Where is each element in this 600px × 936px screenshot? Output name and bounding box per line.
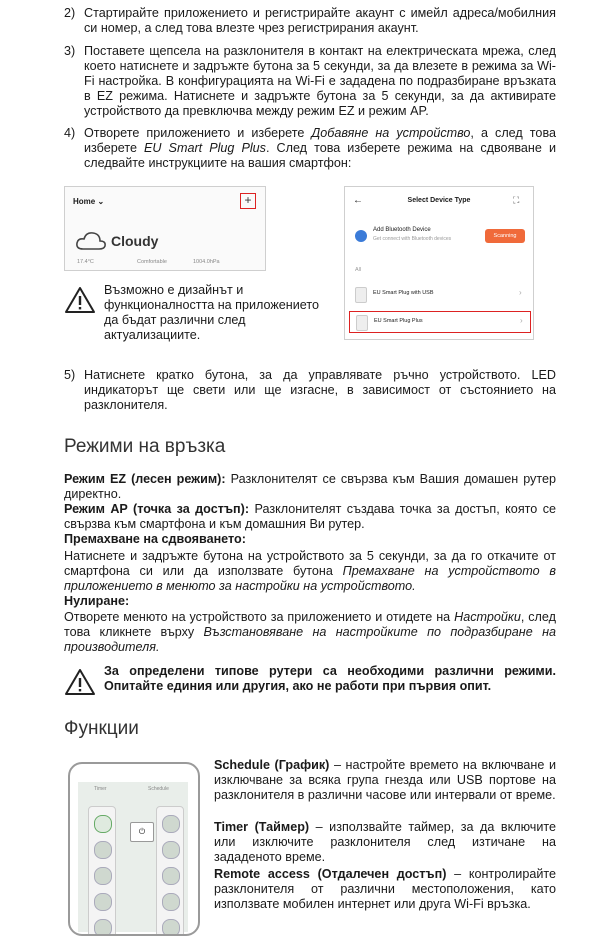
section-heading: Режими на връзка bbox=[64, 436, 226, 457]
app-home-screenshot bbox=[64, 186, 266, 271]
weather-label: Cloudy bbox=[111, 233, 159, 249]
warning-text: За определени типове рутери са необходими различни режими. Опитайте единия или другия, ако не работи при първия опит. bbox=[104, 664, 556, 693]
unpair-heading: Премахване на сдвояването: bbox=[64, 532, 246, 546]
phone-illustration bbox=[68, 762, 200, 936]
unpair-paragraph: Натиснете и задръжте бутона на устройството за 5 секунди, за да го откачите от смартфона си или да използвате бутона Премахване на устройството в приложението в менюто за настройки на устройството. bbox=[64, 549, 556, 593]
screen-title: Select Device Type bbox=[407, 197, 471, 204]
step-number: 5) bbox=[64, 368, 76, 382]
add-device-plus-icon: + bbox=[240, 193, 256, 209]
pressure-value: 1004.0hPa bbox=[193, 259, 220, 265]
step-number: 2) bbox=[64, 6, 76, 20]
chevron-right-icon: › bbox=[520, 316, 523, 325]
bluetooth-subtitle: Get connect with Bluetooth devices bbox=[373, 236, 452, 242]
plug-icon bbox=[356, 315, 368, 331]
socket-icon bbox=[94, 867, 112, 885]
temperature-value: 17.4°C bbox=[77, 259, 94, 265]
warning-text: Възможно е дизайнът и функционалността на приложението да бъдат различни след актуализациите. bbox=[104, 283, 319, 342]
remote-access-paragraph: Remote access (Отдалечен достъп) – контролирайте разклонителя от различни местоположения, като използвате мобилен интернет или друга Wi-Fi връзка. bbox=[214, 867, 556, 911]
cloud-icon bbox=[75, 229, 107, 251]
reset-heading: Нулиране: bbox=[64, 594, 130, 608]
socket-icon bbox=[162, 867, 180, 885]
socket-icon bbox=[162, 893, 180, 911]
schedule-paragraph: Schedule (График) – настройте времето на включване и изключване за всяка група гнезда или USB портове на разклонителя в различни часове или интервали от време. bbox=[214, 758, 556, 802]
timer-tab: Timer bbox=[94, 786, 107, 792]
warning-icon bbox=[64, 286, 96, 314]
step-text: Отворете приложението и изберете Добавяне на устройство, а след това изберете EU Smart Plug Plus. След това изберете режима на сдвояване и следвайте инструкциите на вашия смартфон: bbox=[84, 126, 556, 170]
section-heading: Функции bbox=[64, 718, 139, 739]
comfort-value: Comfortable bbox=[137, 259, 167, 265]
socket-icon bbox=[94, 893, 112, 911]
bluetooth-icon bbox=[355, 230, 367, 242]
plug-icon bbox=[355, 287, 367, 303]
section-label: All bbox=[355, 267, 362, 273]
device-item: EU Smart Plug with USB › bbox=[349, 284, 529, 304]
home-dropdown: Home ⌄ bbox=[73, 197, 105, 206]
power-icon bbox=[162, 815, 180, 833]
socket-icon bbox=[94, 841, 112, 859]
device-item-selected: EU Smart Plug Plus › bbox=[349, 311, 531, 333]
step-text: Натиснете кратко бутона, за да управлявате ръчно устройството. LED индикаторът ще свети или ще изгасне, в зависимост от състоянието на разклонителя. bbox=[84, 368, 556, 412]
warning-icon bbox=[64, 668, 96, 696]
ez-mode-paragraph: Режим EZ (лесен режим): Разклонителят се свързва към Вашия домашен рутер директно. bbox=[64, 472, 556, 501]
back-arrow-icon: ← bbox=[353, 195, 363, 206]
socket-icon bbox=[162, 919, 180, 936]
chevron-right-icon: › bbox=[519, 288, 522, 297]
schedule-tab: Schedule bbox=[148, 786, 169, 792]
chevron-down-icon: ⌄ bbox=[97, 197, 105, 206]
ap-mode-paragraph: Режим AP (точка за достъп): Разклонителят създава точка за достъп, която се свързва към смартфона и към домашния Ви рутер. bbox=[64, 502, 556, 531]
step-number: 4) bbox=[64, 126, 76, 140]
timer-paragraph: Timer (Таймер) – използвайте таймер, за да включите или изключите разклонителя след изтичане на зададеното време. bbox=[214, 820, 556, 864]
scan-icon: ⛶ bbox=[513, 195, 520, 205]
step-number: 3) bbox=[64, 44, 76, 58]
select-device-screenshot bbox=[344, 186, 534, 340]
power-button-icon: ⏻ bbox=[130, 822, 154, 842]
socket-icon bbox=[162, 841, 180, 859]
bluetooth-row bbox=[351, 225, 527, 249]
scanning-button: Scanning bbox=[485, 229, 525, 243]
power-icon bbox=[94, 815, 112, 833]
reset-paragraph: Отворете менюто на устройството за приложението и отидете на Настройки, след това кликнете върху Възстановяване на настройките по подразбиране на производителя. bbox=[64, 610, 556, 654]
socket-icon bbox=[94, 919, 112, 936]
step-text: Поставете щепсела на разклонителя в контакт на електрическата мрежа, след което натиснете и задръжте бутона за 5 секунди, за да влезете в режима за Wi-Fi настройка. В конфигурацията на Wi-Fi е зададена по подразбиране връзката в EZ режима. Натиснете и задръжте бутона за 5 секунди, за да активирате устройството да превключва между режим EZ и режим AP. bbox=[84, 44, 556, 118]
step-text: Стартирайте приложението и регистрирайте акаунт с имейл адреса/мобилния си номер, а след това влезте чрез регистрирания акаунт. bbox=[84, 6, 556, 35]
bluetooth-title: Add Bluetooth Device bbox=[373, 227, 431, 233]
